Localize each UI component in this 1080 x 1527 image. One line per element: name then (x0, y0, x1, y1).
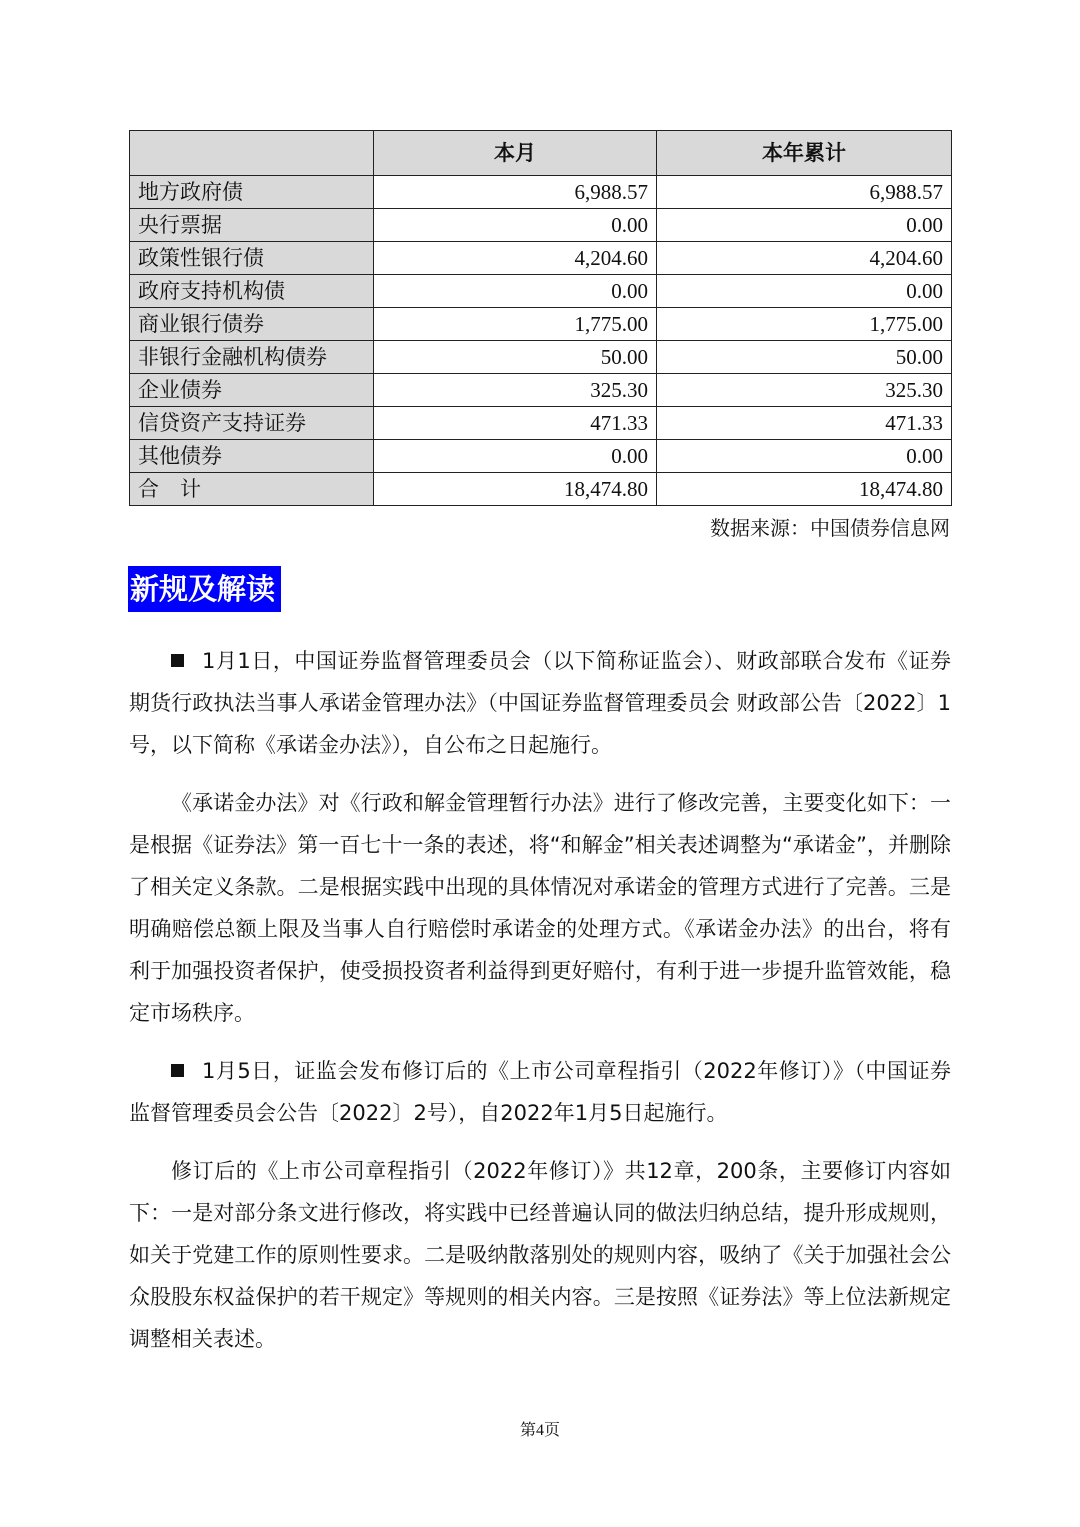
row-ytd-value: 0.00 (657, 440, 952, 473)
row-month-value: 0.00 (374, 440, 657, 473)
row-ytd-value: 471.33 (657, 407, 952, 440)
square-bullet-icon (171, 1064, 184, 1077)
table-row (130, 374, 952, 407)
row-label: 信贷资产支持证券 (130, 407, 374, 440)
row-label: 地方政府债 (130, 176, 374, 209)
row-month-value: 6,988.57 (374, 176, 657, 209)
paragraph-4-text: 修订后的《上市公司章程指引（2022年修订）》共12章，200条，主要修订内容如下：一是对部分条文进行修改，将实践中已经普遍认同的做法归纳总结，提升形成规则，如关于党建工作的原则性要求。二是吸纳散落别处的规则内容，吸纳了《关于加强社会公众股股东权益保护的若干规定》等规则的相关内容。三是按照《证券法》等上位法新规定调整相关表述。 (129, 1159, 951, 1351)
page-number: 第4页 (519, 1422, 560, 1439)
paragraph-2-text: 《承诺金办法》对《行政和解金管理暂行办法》进行了修改完善，主要变化如下：一是根据《证券法》第一百七十一条的表述，将“和解金”相关表述调整为“承诺金”，并删除了相关定义条款。二是根据实践中出现的具体情况对承诺金的管理方式进行了完善。三是明确赔偿总额上限及当事人自行赔偿时承诺金的处理方式。《承诺金办法》的出台，将有利于加强投资者保护，使受损投资者利益得到更好赔付，有利于进一步提升监管效能，稳定市场秩序。 (129, 791, 951, 1025)
row-month-value: 4,204.60 (374, 242, 657, 275)
table-header-row (130, 131, 952, 176)
row-month-value: 1,775.00 (374, 308, 657, 341)
table-row (130, 308, 952, 341)
square-bullet-icon (171, 654, 184, 667)
row-label: 企业债券 (130, 374, 374, 407)
paragraph-1 (129, 640, 951, 766)
row-ytd-value: 0.00 (657, 209, 952, 242)
row-month-value: 50.00 (374, 341, 657, 374)
row-ytd-value: 1,775.00 (657, 308, 952, 341)
table-row (130, 209, 952, 242)
table-row (130, 176, 952, 209)
row-ytd-value: 325.30 (657, 374, 952, 407)
row-label: 政府支持机构债 (130, 275, 374, 308)
table-header-month: 本月 (374, 131, 657, 176)
table-header-ytd: 本年累计 (657, 131, 952, 176)
row-ytd-value: 50.00 (657, 341, 952, 374)
row-ytd-value: 4,204.60 (657, 242, 952, 275)
total-month-value: 18,474.80 (374, 473, 657, 506)
data-source-note: 数据来源：中国债券信息网 (710, 516, 950, 540)
paragraph-2 (129, 782, 951, 1034)
row-label: 政策性银行债 (130, 242, 374, 275)
table-row (130, 275, 952, 308)
bond-issuance-table (129, 130, 952, 506)
paragraph-1-text: 1月1日，中国证券监督管理委员会（以下简称证监会）、财政部联合发布《证券期货行政执法当事人承诺金管理办法》（中国证券监督管理委员会 财政部公告〔2022〕1号，以下简称《承诺金办法》），自公布之日起施行。 (129, 649, 951, 757)
row-month-value: 0.00 (374, 209, 657, 242)
table-row (130, 341, 952, 374)
row-month-value: 325.30 (374, 374, 657, 407)
table-row (130, 407, 952, 440)
paragraph-4 (129, 1150, 951, 1360)
row-ytd-value: 0.00 (657, 275, 952, 308)
table-total-row (130, 473, 952, 506)
paragraph-3-text: 1月5日，证监会发布修订后的《上市公司章程指引（2022年修订）》（中国证券监督管理委员会公告〔2022〕2号），自2022年1月5日起施行。 (129, 1059, 951, 1125)
row-month-value: 471.33 (374, 407, 657, 440)
row-month-value: 0.00 (374, 275, 657, 308)
row-label: 其他债券 (130, 440, 374, 473)
section-heading: 新规及解读 (128, 566, 281, 612)
row-ytd-value: 6,988.57 (657, 176, 952, 209)
table-row (130, 440, 952, 473)
table-header-corner (130, 131, 374, 176)
paragraph-3 (129, 1050, 951, 1134)
row-label: 央行票据 (130, 209, 374, 242)
row-label: 非银行金融机构债券 (130, 341, 374, 374)
total-ytd-value: 18,474.80 (657, 473, 952, 506)
row-label: 商业银行债券 (130, 308, 374, 341)
table-row (130, 242, 952, 275)
total-label: 合 计 (130, 473, 374, 506)
